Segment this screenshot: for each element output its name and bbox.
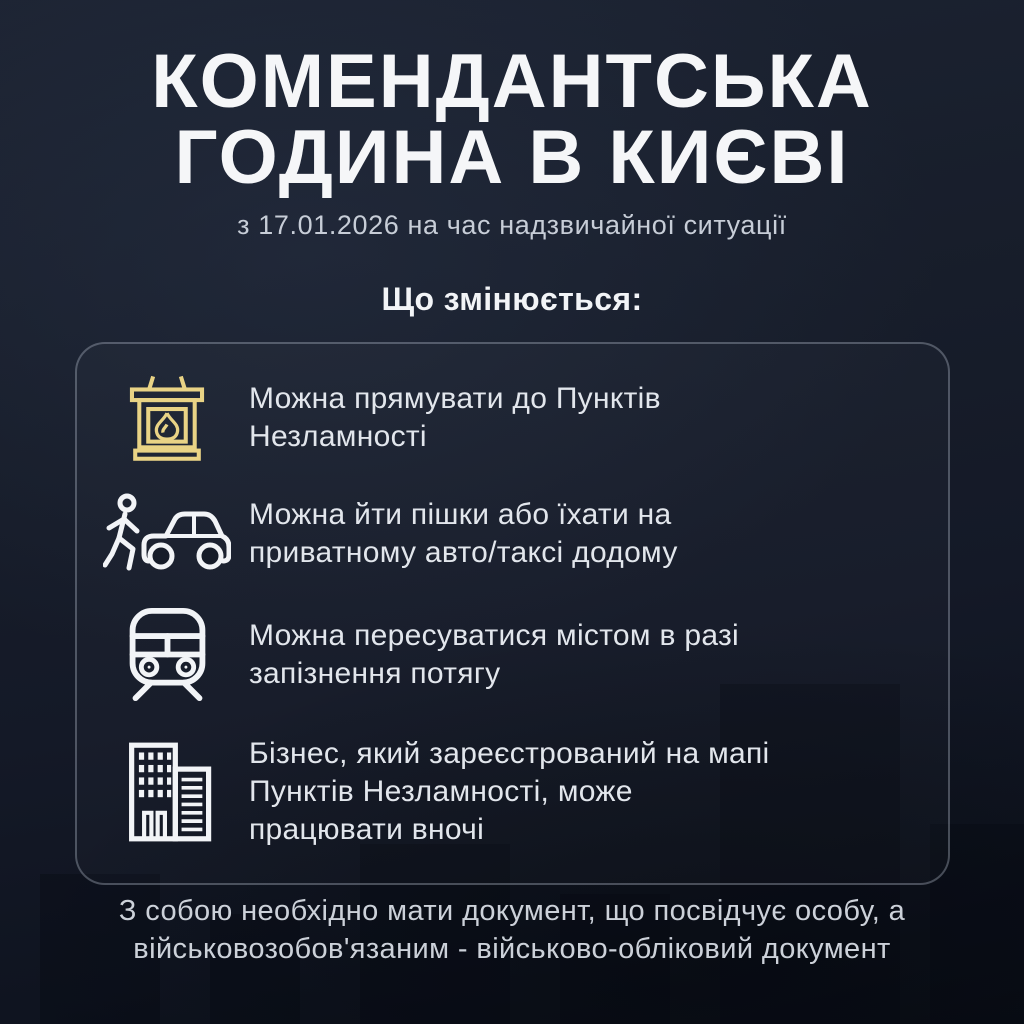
list-item-text bbox=[237, 380, 918, 456]
train-icon bbox=[97, 606, 237, 703]
list-item-text bbox=[237, 496, 918, 572]
item-text-line: приватному авто/таксі додому bbox=[249, 536, 678, 570]
list-item bbox=[97, 606, 918, 703]
poster-title bbox=[0, 39, 1024, 200]
pedestrian-car-icon bbox=[97, 493, 237, 575]
footer-line: З собою необхідно мати документ, що посвідчує особу, а bbox=[118, 895, 906, 927]
list-item bbox=[97, 374, 918, 462]
item-text-line: Можна йти пішки або їхати на bbox=[249, 498, 672, 532]
rules-card bbox=[75, 342, 950, 885]
footer-line: військовозобов'язаним - військово-обліковий документ bbox=[133, 932, 891, 965]
item-text-line: працювати вночі bbox=[249, 812, 485, 846]
poster-title-line2: ГОДИНА В КИЄВІ bbox=[174, 115, 850, 200]
item-text-line: Можна прямувати до Пунктів bbox=[249, 381, 661, 415]
item-text-line: запізнення потягу bbox=[249, 656, 501, 690]
poster-subtitle: з 17.01.2026 на час надзвичайної ситуації bbox=[237, 210, 787, 240]
poster-title-line1: КОМЕНДАНТСЬКА bbox=[151, 39, 873, 124]
list-item-text bbox=[237, 735, 918, 849]
buildings-icon bbox=[97, 740, 237, 844]
item-text-line: Бізнес, який зареєстрований на мапі bbox=[249, 736, 770, 770]
list-item-text bbox=[237, 617, 918, 693]
item-text-line: Можна пересуватися містом в разі bbox=[249, 618, 739, 652]
footer-note bbox=[0, 893, 1024, 968]
section-heading: Що змінюється: bbox=[381, 281, 643, 317]
item-text-line: Пунктів Незламності, може bbox=[249, 774, 633, 808]
fireplace-icon bbox=[97, 374, 237, 462]
list-item bbox=[97, 735, 918, 849]
list-item bbox=[97, 493, 918, 575]
item-text-line: Незламності bbox=[249, 420, 427, 453]
